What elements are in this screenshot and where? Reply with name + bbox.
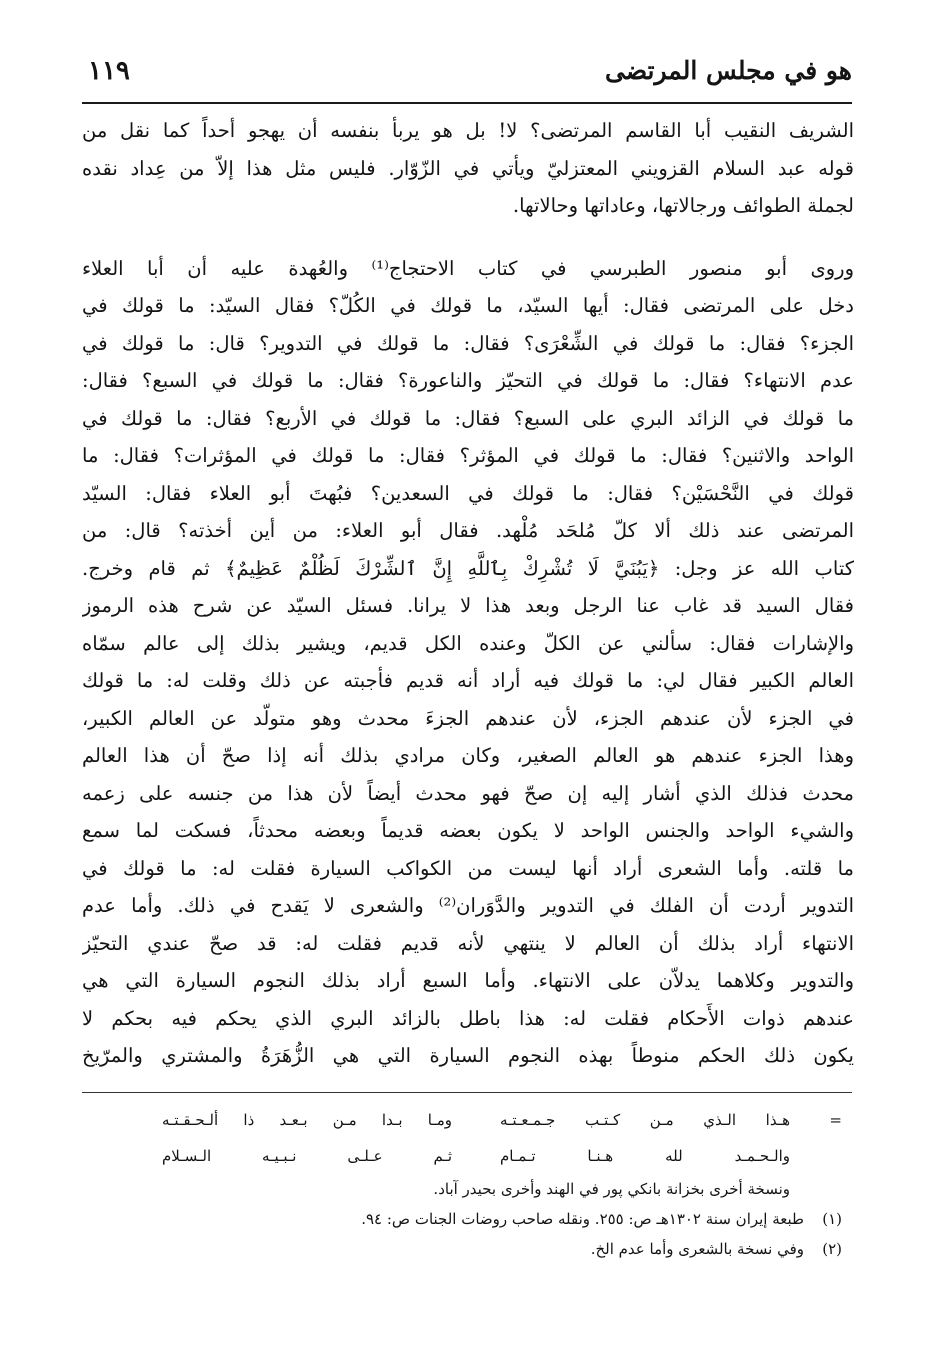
verse-row <box>82 1138 852 1174</box>
text-line: التدوير أردت أن الفلك في التدوير والدَّوَران⁽²⁾ والشعرى لا يَقدح في ذلك. وأما عدم <box>82 894 854 917</box>
text-line: عدم الانتهاء؟ فقال: ما قولك في التحيّز والناعورة؟ فقال: ما قولك في السبع؟ فقال: <box>82 369 854 392</box>
text-line: الانتهاء أراد بذلك أن العالم لا ينتهي لأنه قديم فقلت له: قد صحّ عندي التحيّز <box>82 931 854 955</box>
text-line: فقال السيد قد غاب عنا الرجل وبعد هذا لا يرانا. فسئل السيّد عن شرح هذه الرموز <box>82 594 854 617</box>
hemistich-left: ثـم عـلـى نـبـيـه الـسـلام <box>162 1147 452 1165</box>
footnote-rule <box>82 1092 852 1093</box>
paragraph-gap <box>82 225 854 250</box>
text-line: والإشارات فقال: سألني عن الكلّ وعنده الكل قديم، ويشير بذلك إلى عالم سمّاه <box>82 631 854 655</box>
text-line: دخل على المرتضى فقال: أيها السيّد، ما قولك في الكُلّ؟ فقال السيّد: ما قولك في <box>82 294 854 317</box>
footnotes <box>82 1102 852 1264</box>
footnote-number: (١) <box>822 1210 842 1228</box>
text-line: قولك في النَّحْسَيْن؟ فقال: ما قولك في السعدين؟ فبُهتَ أبو العلاء فقال: السيّد <box>82 481 854 505</box>
text-line: ما قولك في الزائد البري على السبع؟ فقال: ما قولك في الأربع؟ فقال: ما قولك في <box>82 406 854 430</box>
footnote-number: (٢) <box>822 1240 842 1258</box>
footnote-2 <box>82 1234 852 1264</box>
text-line: وهذا الجزء عندهم هو العالم الصغير، وكان مرادي بذلك أنه إذا صحّ أن هذا العالم <box>82 744 854 767</box>
footnote-text: وفي نسخة بالشعرى وأما عدم الخ. <box>590 1240 804 1258</box>
text-line: كتاب الله عز وجل: ﴿يَبُنَيَّ لَا تُشْرِكْ بِٱللَّهِ إِنَّ ٱلشِّرْكَ لَظُلْمٌ عَظِيمٌ﴾ ثم قام وخرج. <box>82 556 854 580</box>
text-line: العالم الكبير فقال لي: ما قولك فيه أراد أنه قديم فأجبته عن ذلك وقلت له: ما قولك <box>82 669 854 692</box>
text-line: الواحد والاثنين؟ فقال: ما قولك في المؤثر؟ فقال: ما قولك في المؤثرات؟ فقال: ما <box>82 444 854 467</box>
text-line: ما قلته. وأما الشعرى أراد أنها ليست من الكواكب السيارة فقلت له: ما قولك في <box>82 856 854 880</box>
hemistich-right: والـحـمـد لله هـنـا تـمـام <box>500 1147 790 1165</box>
header-rule <box>82 102 852 104</box>
text-line: الجزء؟ فقال: ما قولك في الشِّعْرَى؟ فقال: ما قولك في التدوير؟ قال: ما قولك في <box>82 331 854 355</box>
footnote-text: طبعة إيران سنة ١٣٠٢هـ ص: ٢٥٥. ونقله صاحب روضات الجنات ص: ٩٤. <box>361 1210 804 1228</box>
text-line: وروى أبو منصور الطبرسي في كتاب الاحتجاج⁽¹⁾ والعُهدة عليه أن أبا العلاء <box>82 256 854 280</box>
text-line: عندهم ذوات الأَحكام فقلت له: هذا باطل بالزائد البري الذي يحكم فيه بحكم لا <box>82 1006 854 1030</box>
page-header <box>82 54 852 100</box>
running-title: هو في مجلس المرتضى <box>605 56 852 85</box>
text-line: لجملة الطوائف ورجالاتها، وعاداتها وحالاتها. <box>512 194 854 217</box>
hemistich-left: ومـا بـدا مـن بـعـد ذا ألـحـقـتـه <box>162 1111 452 1129</box>
text-line: المرتضى عند ذلك ألا كلّ مُلحَد مُلْهد. فقال أبو العلاء: من أين أخذته؟ قال: من <box>82 519 854 542</box>
text-line: في الجزء لأن عندهم الجزء، لأن عندهم الجزءَ محدث وهو متولّد عن العالم الكبير، <box>82 706 854 730</box>
text-line: قوله عبد السلام القزويني المعتزليّ ويأتي في الزّوّار. فليس مثل هذا إلاّ من عِداد نقده <box>82 156 854 180</box>
footnote-continuation-text: ونسخة أخرى بخزانة بانكي پور في الهند وأخرى بحيدر آباد. <box>433 1180 790 1198</box>
text-line: والشيء الواحد والجنس الواحد لا يكون بعضه قديماً وبعضه محدثاً، فسكت لما سمع <box>82 819 854 842</box>
body-text <box>82 112 854 1075</box>
text-line: يكون ذلك الحكم منوطاً بهذه النجوم السيارة التي هي الزُّهَرَةُ والمشتري والمرّيخ <box>82 1044 854 1067</box>
hemistich-right: هـذا الـذي مـن كـتـب جـمـعـتـه <box>500 1111 790 1129</box>
continuation-marker: = <box>829 1111 842 1129</box>
text-line: محدث فذلك الذي أشار إليه إن صحّ فهو محدث أيضاً لأن هذا من جنسه على زعمه <box>82 781 854 805</box>
verse-row <box>82 1102 852 1138</box>
page-number: ١١٩ <box>88 56 130 86</box>
text-line: الشريف النقيب أبا القاسم المرتضى؟ لا! بل هو يربأ بنفسه أن يهجو أحداً كما نقل من <box>82 119 854 142</box>
footnote-continuation <box>82 1174 852 1204</box>
footnote-1 <box>82 1204 852 1234</box>
text-line: والتدوير وكلاهما يدلاّن على الانتهاء. وأما السبع أراد بذلك النجوم السيارة التي هي <box>82 969 854 992</box>
